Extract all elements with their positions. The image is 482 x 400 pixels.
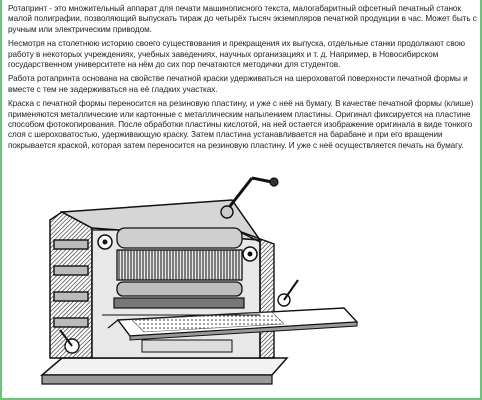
paragraph-definition: Ротапринт - это множительный аппарат для печати машинописного текста, малогабаритный офсетный печатный станок малой полиграфии, позволяющий выпускать тираж до четырёх тысяч экземпляров печатной продукции в час. Может быть с ручным или электрическим приводом. (8, 4, 477, 34)
paragraph-principle: Работа ротапринта основана на свойстве печатной краски удерживаться на шероховатой поверхности печатной формы и вместе с тем не задерживаться на её гладких участках. (8, 74, 468, 94)
paragraph-history: Несмотря на столетнюю историю своего существования и прекращения их выпуска, отдельные станки продолжают свою работу в некоторых учреждениях, учебных заведениях, научных организациях и т. д. Например, в Новосибирском государственном университете на нём до сих пор печатаются методички для студентов. (8, 39, 466, 70)
article-text (8, 4, 478, 155)
crank-handle (221, 178, 278, 218)
rotaprint-machine-illustration (22, 170, 362, 398)
machine-base (42, 358, 287, 384)
paragraph-process: Краска с печатной формы переносится на резиновую пластину, и уже с неё на бумагу. В качестве печатной формы (клише) применяются металлические или картонные с металлическим напылением пластины. Оригинал фиксируется на пластине способом фотокопирования. После обработки пластины кислотой, на ней остается изображение оригинала в виде тонкого слоя с шероховатостью, удерживающую краску. Затем пластина устанавливается на барабане и при его вращении покрывается краской, которая затем переносится на резиновую пластину. И уже с неё осуществляется печать на бумагу. (8, 99, 474, 150)
